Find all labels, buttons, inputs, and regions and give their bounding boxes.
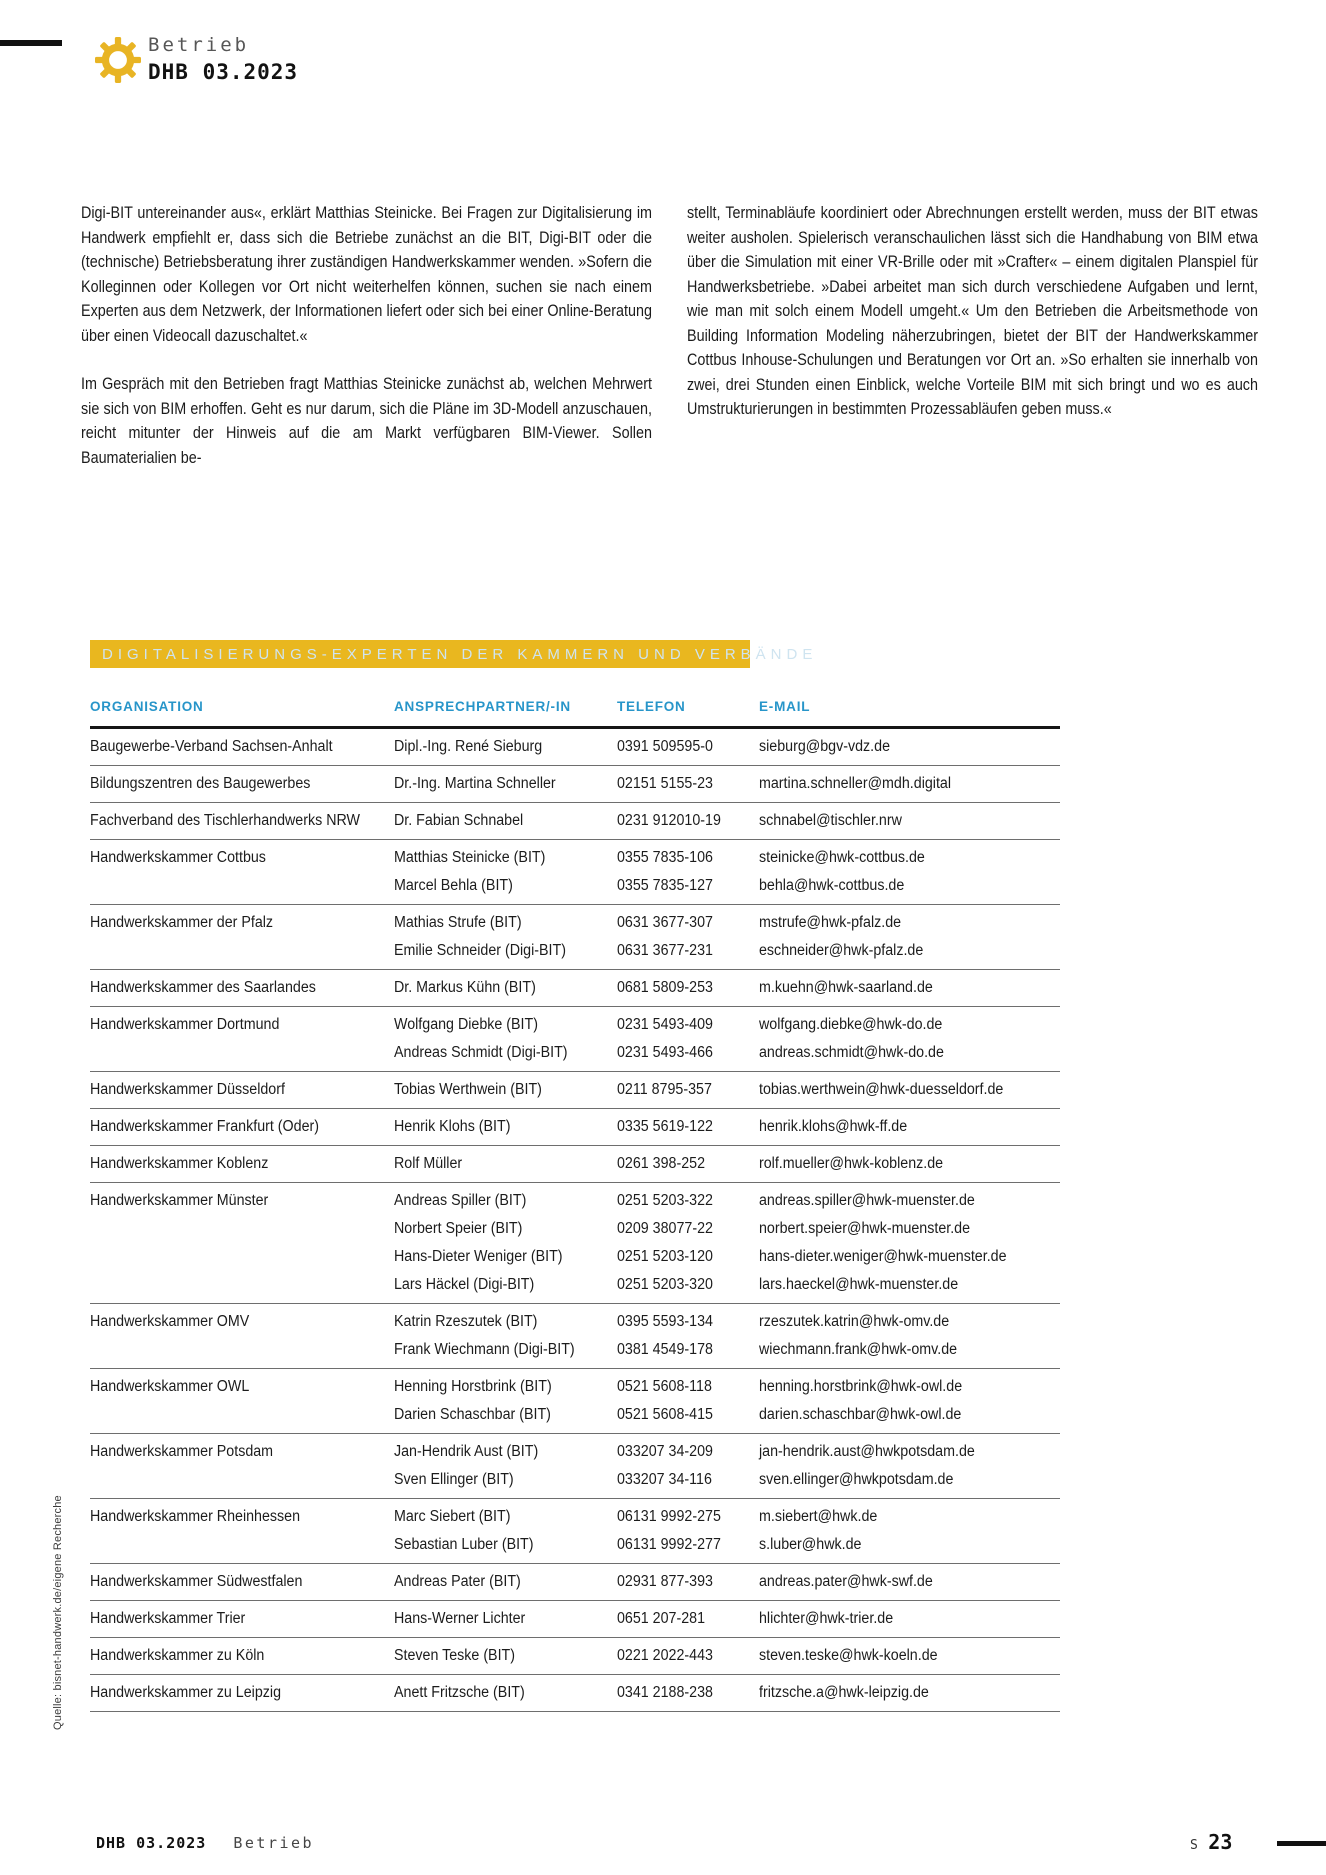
contact-phone-cell — [617, 1150, 759, 1178]
contact-phone-cell — [617, 1642, 759, 1670]
contact-phone: 0381 4549-178 — [617, 1341, 713, 1358]
contact-name: Andreas Spiller (BIT) — [394, 1192, 527, 1209]
column-header-email: E-MAIL — [759, 699, 811, 714]
table-row — [90, 1146, 1060, 1183]
contact-name: Henrik Klohs (BIT) — [394, 1118, 511, 1135]
organisation-cell — [90, 1187, 394, 1299]
contact-email-cell — [759, 1568, 1060, 1596]
contact-email: hans-dieter.weniger@hwk-muenster.de — [759, 1248, 1007, 1265]
contact-phone: 06131 9992-275 — [617, 1508, 721, 1525]
contact-phone: 0209 38077-22 — [617, 1220, 713, 1237]
contact-email-cell — [759, 1373, 1060, 1429]
contact-phone: 0395 5593-134 — [617, 1313, 713, 1330]
contact-email: andreas.pater@hwk-swf.de — [759, 1573, 933, 1590]
contact-phone-cell — [617, 909, 759, 965]
contact-phone: 0251 5203-120 — [617, 1248, 713, 1265]
contact-phone: 033207 34-116 — [617, 1471, 712, 1488]
contact-email-cell — [759, 807, 1060, 835]
footer-section: Betrieb — [233, 1834, 315, 1852]
organisation-cell — [90, 1113, 394, 1141]
contact-email-cell — [759, 1076, 1060, 1104]
contact-name: Jan-Hendrik Aust (BIT) — [394, 1443, 539, 1460]
contact-name: Tobias Werthwein (BIT) — [394, 1081, 542, 1098]
contact-email-cell — [759, 770, 1060, 798]
organisation-label: Bildungszentren des Baugewerbes — [90, 775, 311, 792]
contact-name-cell — [394, 844, 617, 900]
contact-phone: 0231 5493-409 — [617, 1016, 713, 1033]
footer-issue: DHB 03.2023 — [96, 1834, 207, 1852]
organisation-cell — [90, 1605, 394, 1633]
contact-phone: 0231 912010-19 — [617, 812, 721, 829]
contact-email: sieburg@bgv-vdz.de — [759, 738, 891, 755]
contact-phone: 0261 398-252 — [617, 1155, 706, 1172]
contact-email-cell — [759, 1011, 1060, 1067]
contact-name: Norbert Speier (BIT) — [394, 1220, 523, 1237]
organisation-label: Handwerkskammer zu Leipzig — [90, 1684, 282, 1701]
contact-name: Wolfgang Diebke (BIT) — [394, 1016, 538, 1033]
contact-name-cell — [394, 1308, 617, 1364]
contact-email: jan-hendrik.aust@hwkpotsdam.de — [759, 1443, 975, 1460]
contact-email: norbert.speier@hwk-muenster.de — [759, 1220, 971, 1237]
contact-name: Hans-Werner Lichter — [394, 1610, 526, 1627]
experts-table-rows — [90, 729, 1060, 1712]
table-row — [90, 840, 1060, 905]
contact-name-cell — [394, 1568, 617, 1596]
contact-phone: 06131 9992-277 — [617, 1536, 721, 1553]
organisation-cell — [90, 1011, 394, 1067]
organisation-cell — [90, 1373, 394, 1429]
contact-name: Dipl.-Ing. René Sieburg — [394, 738, 543, 755]
contact-email: s.luber@hwk.de — [759, 1536, 862, 1553]
organisation-label: Handwerkskammer OWL — [90, 1378, 250, 1395]
contact-phone: 02151 5155-23 — [617, 775, 713, 792]
column-header-organisation: ORGANISATION — [90, 699, 204, 714]
contact-name: Marcel Behla (BIT) — [394, 877, 513, 894]
contact-email-cell — [759, 844, 1060, 900]
contact-name: Sven Ellinger (BIT) — [394, 1471, 514, 1488]
contact-email-cell — [759, 1438, 1060, 1494]
table-banner-heading: DIGITALISIERUNGS-EXPERTEN DER KAMMERN UND VERBÄNDE — [90, 640, 750, 668]
contact-name: Katrin Rzeszutek (BIT) — [394, 1313, 538, 1330]
contact-phone-cell — [617, 1011, 759, 1067]
contact-name-cell — [394, 1503, 617, 1559]
organisation-label: Handwerkskammer Rheinhessen — [90, 1508, 301, 1525]
contact-email: andreas.schmidt@hwk-do.de — [759, 1044, 944, 1061]
page-number: 23 — [1208, 1830, 1233, 1854]
contact-name: Mathias Strufe (BIT) — [394, 914, 522, 931]
contact-phone: 0231 5493-466 — [617, 1044, 713, 1061]
table-row — [90, 1564, 1060, 1601]
contact-phone-cell — [617, 1187, 759, 1299]
section-kicker: Betrieb — [148, 34, 250, 56]
contact-email: m.kuehn@hwk-saarland.de — [759, 979, 933, 996]
contact-name-cell — [394, 733, 617, 761]
organisation-label: Handwerkskammer Trier — [90, 1610, 246, 1627]
organisation-label: Handwerkskammer Cottbus — [90, 849, 266, 866]
contact-email: fritzsche.a@hwk-leipzig.de — [759, 1684, 929, 1701]
organisation-label: Handwerkskammer Südwestfalen — [90, 1573, 303, 1590]
contact-email-cell — [759, 1113, 1060, 1141]
contact-phone: 0355 7835-127 — [617, 877, 713, 894]
contact-phone: 0631 3677-231 — [617, 942, 713, 959]
gear-icon — [95, 37, 141, 88]
issue-title: DHB 03.2023 — [148, 60, 299, 84]
paragraph: stellt, Terminabläufe koordiniert oder Abrechnungen erstellt werden, muss der BIT etwas weiter ausholen. Spielerisch veranschaulichen lässt sich die Handhabung von BIM etwa über die Simulation mit einer VR-Brille oder mit »Crafter« – einem digitalen Planspiel für Handwerksbetriebe. »Dabei arbeitet man sich durch verschiedene Aufgaben und lernt, wie man mit solch einem Modell umgeht.« Um den Betrieben die Arbeitsmethode von Building Information Modeling näherzubringen, bietet der BIT der Handwerkskammer Cottbus Inhouse-Schulungen und Beratungen vor Ort an. »So erhalten sie innerhalb von zwei, drei Stunden einen Einblick, welche Vorteile BIM mit sich bringt und wo es auch Umstrukturierungen in bestimmten Prozessabläufen geben muss.« — [687, 204, 1258, 418]
contact-phone: 0631 3677-307 — [617, 914, 713, 931]
organisation-cell — [90, 1308, 394, 1364]
contact-name: Dr. Markus Kühn (BIT) — [394, 979, 536, 996]
contact-name: Frank Wiechmann (Digi-BIT) — [394, 1341, 575, 1358]
table-row — [90, 729, 1060, 766]
organisation-label: Handwerkskammer des Saarlandes — [90, 979, 316, 996]
contact-phone: 0355 7835-106 — [617, 849, 713, 866]
contact-phone-cell — [617, 1503, 759, 1559]
contact-name-cell — [394, 1642, 617, 1670]
contact-name-cell — [394, 1679, 617, 1707]
organisation-cell — [90, 1679, 394, 1707]
contact-name-cell — [394, 1076, 617, 1104]
contact-email-cell — [759, 1679, 1060, 1707]
contact-phone: 0221 2022-443 — [617, 1647, 713, 1664]
table-row — [90, 1369, 1060, 1434]
contact-name-cell — [394, 1438, 617, 1494]
contact-phone: 0335 5619-122 — [617, 1118, 713, 1135]
organisation-cell — [90, 733, 394, 761]
contact-phone-cell — [617, 974, 759, 1002]
source-note: Quelle: bisnet-handwerk.de/eigene Recherche — [52, 1495, 64, 1730]
contact-name: Darien Schaschbar (BIT) — [394, 1406, 551, 1423]
organisation-label: Handwerkskammer Frankfurt (Oder) — [90, 1118, 320, 1135]
contact-phone: 0251 5203-322 — [617, 1192, 713, 1209]
contact-name-cell — [394, 770, 617, 798]
contact-email-cell — [759, 1605, 1060, 1633]
contact-name: Anett Fritzsche (BIT) — [394, 1684, 525, 1701]
contact-phone: 0521 5608-415 — [617, 1406, 713, 1423]
organisation-label: Handwerkskammer Potsdam — [90, 1443, 274, 1460]
contact-name-cell — [394, 909, 617, 965]
organisation-cell — [90, 807, 394, 835]
experts-table — [90, 696, 1060, 1712]
contact-email: steinicke@hwk-cottbus.de — [759, 849, 925, 866]
organisation-label: Handwerkskammer Dortmund — [90, 1016, 280, 1033]
page-prefix: S — [1190, 1838, 1198, 1853]
contact-name: Dr.-Ing. Martina Schneller — [394, 775, 556, 792]
contact-email: henning.horstbrink@hwk-owl.de — [759, 1378, 963, 1395]
contact-email: mstrufe@hwk-pfalz.de — [759, 914, 902, 931]
contact-email-cell — [759, 1503, 1060, 1559]
contact-email: rolf.mueller@hwk-koblenz.de — [759, 1155, 944, 1172]
contact-name: Sebastian Luber (BIT) — [394, 1536, 534, 1553]
table-row — [90, 1109, 1060, 1146]
contact-name: Rolf Müller — [394, 1155, 463, 1172]
table-row — [90, 1675, 1060, 1712]
contact-phone-cell — [617, 733, 759, 761]
contact-name-cell — [394, 1113, 617, 1141]
contact-email: martina.schneller@mdh.digital — [759, 775, 952, 792]
contact-email: eschneider@hwk-pfalz.de — [759, 942, 924, 959]
contact-name-cell — [394, 807, 617, 835]
paragraph: Im Gespräch mit den Betrieben fragt Matthias Steinicke zunächst ab, welchen Mehrwert sie sich von BIM erhoffen. Geht es nur darum, sich die Pläne im 3D-Modell anzuschauen, reicht mitunter der Hinweis auf die am Markt verfügbaren BIM-Viewer. Sollen Baumaterialien be- — [81, 375, 652, 467]
contact-name: Marc Siebert (BIT) — [394, 1508, 511, 1525]
contact-email: sven.ellinger@hwkpotsdam.de — [759, 1471, 954, 1488]
contact-email: rzeszutek.katrin@hwk-omv.de — [759, 1313, 950, 1330]
contact-phone-cell — [617, 770, 759, 798]
column-header-ansprechpartner: ANSPRECHPARTNER/-IN — [394, 699, 571, 714]
contact-phone-cell — [617, 1438, 759, 1494]
table-header-row — [90, 696, 1060, 729]
contact-email-cell — [759, 974, 1060, 1002]
contact-phone-cell — [617, 1113, 759, 1141]
table-row — [90, 1638, 1060, 1675]
organisation-label: Handwerkskammer OMV — [90, 1313, 250, 1330]
footer-rule — [1277, 1841, 1326, 1846]
contact-name-cell — [394, 974, 617, 1002]
contact-name: Henning Horstbrink (BIT) — [394, 1378, 552, 1395]
table-row — [90, 1499, 1060, 1564]
table-row — [90, 970, 1060, 1007]
organisation-label: Baugewerbe-Verband Sachsen-Anhalt — [90, 738, 333, 755]
table-row — [90, 1007, 1060, 1072]
organisation-cell — [90, 1568, 394, 1596]
contact-email-cell — [759, 1642, 1060, 1670]
contact-phone-cell — [617, 1373, 759, 1429]
contact-phone-cell — [617, 1679, 759, 1707]
contact-phone: 0341 2188-238 — [617, 1684, 713, 1701]
organisation-cell — [90, 844, 394, 900]
organisation-cell — [90, 909, 394, 965]
contact-phone-cell — [617, 1308, 759, 1364]
table-row — [90, 1304, 1060, 1369]
contact-email-cell — [759, 1308, 1060, 1364]
contact-email: tobias.werthwein@hwk-duesseldorf.de — [759, 1081, 1004, 1098]
contact-phone: 0391 509595-0 — [617, 738, 713, 755]
organisation-cell — [90, 1438, 394, 1494]
contact-name: Emilie Schneider (Digi-BIT) — [394, 942, 566, 959]
organisation-label: Fachverband des Tischlerhandwerks NRW — [90, 812, 361, 829]
contact-name-cell — [394, 1150, 617, 1178]
table-row — [90, 905, 1060, 970]
contact-phone-cell — [617, 1568, 759, 1596]
contact-name: Matthias Steinicke (BIT) — [394, 849, 546, 866]
contact-email: lars.haeckel@hwk-muenster.de — [759, 1276, 959, 1293]
contact-email-cell — [759, 1187, 1060, 1299]
article-body — [81, 201, 1258, 494]
contact-name: Lars Häckel (Digi-BIT) — [394, 1276, 535, 1293]
footer-page-number — [1190, 1830, 1232, 1854]
organisation-label: Handwerkskammer Koblenz — [90, 1155, 269, 1172]
organisation-cell — [90, 770, 394, 798]
contact-name-cell — [394, 1011, 617, 1067]
contact-email: steven.teske@hwk-koeln.de — [759, 1647, 938, 1664]
organisation-label: Handwerkskammer zu Köln — [90, 1647, 265, 1664]
contact-email: andreas.spiller@hwk-muenster.de — [759, 1192, 975, 1209]
contact-email: wolfgang.diebke@hwk-do.de — [759, 1016, 943, 1033]
contact-name-cell — [394, 1187, 617, 1299]
contact-name-cell — [394, 1605, 617, 1633]
contact-email-cell — [759, 733, 1060, 761]
organisation-cell — [90, 1150, 394, 1178]
contact-email: m.siebert@hwk.de — [759, 1508, 878, 1525]
contact-email: henrik.klohs@hwk-ff.de — [759, 1118, 908, 1135]
table-row — [90, 1072, 1060, 1109]
contact-name: Andreas Schmidt (Digi-BIT) — [394, 1044, 568, 1061]
footer-left — [96, 1834, 314, 1852]
contact-email: schnabel@tischler.nrw — [759, 812, 902, 829]
contact-phone: 0251 5203-320 — [617, 1276, 713, 1293]
organisation-cell — [90, 1642, 394, 1670]
organisation-label: Handwerkskammer Münster — [90, 1192, 269, 1209]
article-column-right — [687, 201, 1258, 494]
article-column-left — [81, 201, 652, 494]
contact-name-cell — [394, 1373, 617, 1429]
table-row — [90, 1601, 1060, 1638]
contact-email-cell — [759, 909, 1060, 965]
contact-name: Hans-Dieter Weniger (BIT) — [394, 1248, 563, 1265]
organisation-cell — [90, 974, 394, 1002]
column-header-telefon: TELEFON — [617, 699, 686, 714]
table-row — [90, 1434, 1060, 1499]
contact-name: Andreas Pater (BIT) — [394, 1573, 521, 1590]
contact-phone: 0651 207-281 — [617, 1610, 706, 1627]
contact-phone: 0211 8795-357 — [617, 1081, 712, 1098]
table-row — [90, 1183, 1060, 1304]
contact-email: behla@hwk-cottbus.de — [759, 877, 905, 894]
organisation-cell — [90, 1076, 394, 1104]
table-row — [90, 803, 1060, 840]
contact-name: Steven Teske (BIT) — [394, 1647, 515, 1664]
contact-name: Dr. Fabian Schnabel — [394, 812, 524, 829]
contact-phone-cell — [617, 844, 759, 900]
paragraph: Digi-BIT untereinander aus«, erklärt Matthias Steinicke. Bei Fragen zur Digitalisierung im Handwerk empfiehlt er, dass sich die Betriebe zunächst an die BIT, Digi-BIT oder die (technische) Betriebsberatung ihrer zuständigen Handwerkskammer wenden. »Sofern die Kolleginnen oder Kollegen vor Ort nicht weiterhelfen können, suchen sie nach einem Experten aus dem Netzwerk, der Informationen liefert oder sich bei einer Online-Beratung über einen Videocall dazuschaltet.« — [81, 204, 652, 345]
organisation-cell — [90, 1503, 394, 1559]
contact-phone: 0681 5809-253 — [617, 979, 713, 996]
top-left-rule — [0, 40, 62, 46]
contact-phone-cell — [617, 1076, 759, 1104]
contact-email: darien.schaschbar@hwk-owl.de — [759, 1406, 962, 1423]
table-row — [90, 766, 1060, 803]
organisation-label: Handwerkskammer der Pfalz — [90, 914, 274, 931]
contact-email: hlichter@hwk-trier.de — [759, 1610, 894, 1627]
contact-phone-cell — [617, 1605, 759, 1633]
contact-phone: 033207 34-209 — [617, 1443, 713, 1460]
contact-phone: 0521 5608-118 — [617, 1378, 712, 1395]
contact-phone: 02931 877-393 — [617, 1573, 713, 1590]
contact-phone-cell — [617, 807, 759, 835]
organisation-label: Handwerkskammer Düsseldorf — [90, 1081, 285, 1098]
contact-email-cell — [759, 1150, 1060, 1178]
contact-email: wiechmann.frank@hwk-omv.de — [759, 1341, 958, 1358]
